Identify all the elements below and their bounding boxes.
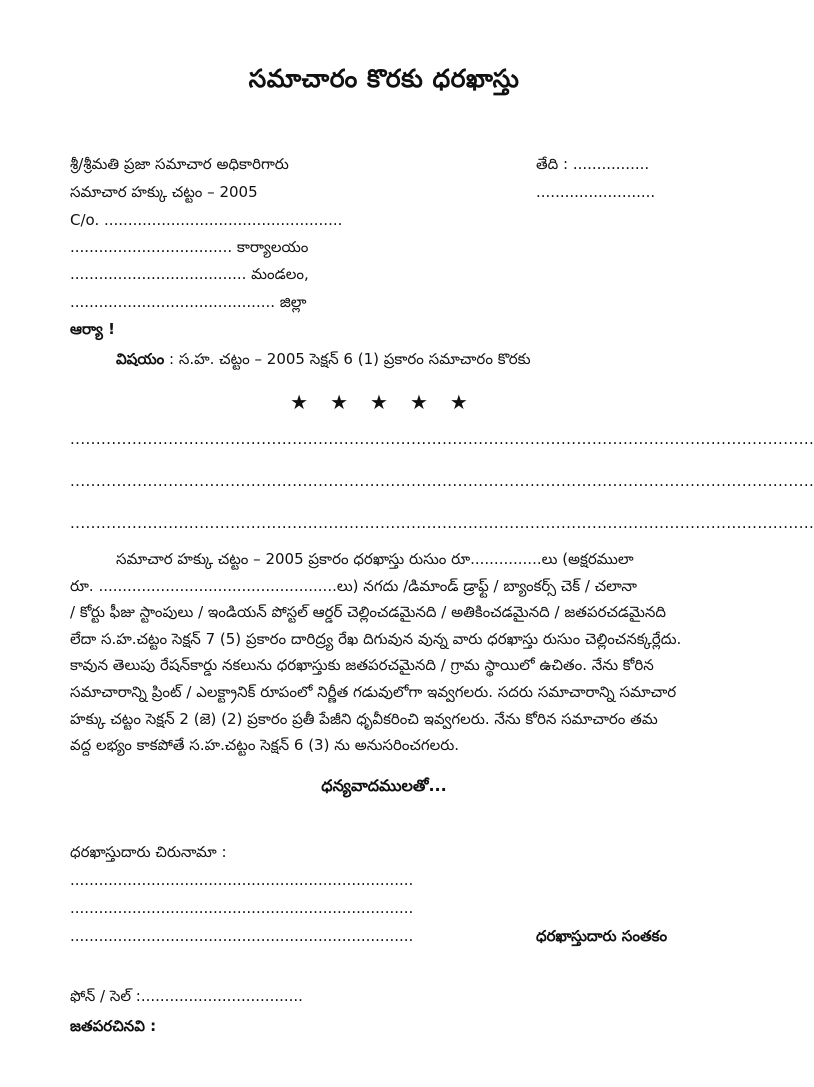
blank-line-1: ................................................................................................................................................ xyxy=(70,430,814,448)
phone-field: ఫోన్ / సెల్ :.................................. xyxy=(70,987,303,1005)
applicant-address-label: ధరఖాస్తుదారు చిరునామా : xyxy=(70,843,227,861)
page-title: సమాచారం కొరకు ధరఖాస్తు xyxy=(248,64,520,93)
mandal-line: ..................................... మండలం, xyxy=(70,265,309,283)
recipient-line-2: సమాచార హక్కు చట్టం – 2005 xyxy=(70,183,258,201)
body-line: సమాచార హక్కు చట్టం – 2005 ప్రకారం ధరఖాస్తు రుసుం రూ...............లు (అక్షరములా xyxy=(116,550,634,568)
blank-line-2: ................................................................................................................................................ xyxy=(70,472,814,490)
office-line: .................................. కార్యాలయం xyxy=(70,238,309,256)
salutation: ఆర్యా ! xyxy=(70,320,115,338)
body-line: వద్ద లభ్యం కాకపోతే స.హ.చట్టం సెక్షన్ 6 (3) ను అనుసరించగలరు. xyxy=(70,736,460,755)
blank-line-3: ................................................................................................................................................ xyxy=(70,514,814,532)
date-second-line: ......................... xyxy=(536,183,656,201)
recipient-line-1: శ్రీ/శ్రీమతి ప్రజా సమాచార అధికారిగారు xyxy=(70,155,289,173)
applicant-signature-label: ధరఖాస్తుదారు సంతకం xyxy=(536,927,668,945)
body-line: రూ. ..................................................లు) నగదు /డిమాండ్ డ్రాఫ్ట్ / బ్యాంకర్స్ చెక్ / చలానా xyxy=(70,576,637,595)
district-line: ........................................... జిల్లా xyxy=(70,293,307,311)
body-line: హక్కు చట్టం సెక్షన్ 2 (జె) (2) ప్రకారం ప్రతీ పేజీని ధృవీకరించి ఇవ్వగలరు. నేను కోరిన సమాచారం తమ xyxy=(70,709,658,728)
body-line: సమాచారాన్ని ప్రింట్ / ఎలక్ట్రానిక్ రూపంలో నిర్ణీత గడువులోగా ఇవ్వగలరు. సదరు సమాచారాన్ని సమాచార xyxy=(70,682,677,701)
body-paragraph xyxy=(70,546,700,759)
address-line-2: ........................................................................ xyxy=(70,899,414,917)
body-line: కావున తెలుపు రేషన్‌కార్డు నకలును ధరఖాస్తుకు జతపరచమైనది / గ్రామ స్థాయిలో ఉచితం. నేను కోరిన xyxy=(70,656,654,675)
address-line-3: ........................................................................ xyxy=(70,927,414,945)
enclosures-label: జతపరచినవి : xyxy=(70,1017,157,1035)
address-line-1: ........................................................................ xyxy=(70,871,414,889)
care-of-line: C/o. .................................................. xyxy=(70,211,343,229)
subject-label: విషయం xyxy=(116,350,165,368)
subject-line xyxy=(116,349,531,369)
body-line: లేదా స.హ.చట్టం సెక్షన్ 7 (5) ప్రకారం దారిద్ర్య రేఖ దిగువున వున్న వారు ధరఖాస్తు రుసుం చెల్లించనక్కర్లేదు. xyxy=(70,629,682,648)
star-divider: ★★★★★ xyxy=(290,390,490,414)
subject-text: : స.హ. చట్టం – 2005 సెక్షన్ 6 (1) ప్రకారం సమాచారం కొరకు xyxy=(164,350,531,368)
body-line: / కోర్టు ఫీజు స్టాంపులు / ఇండియన్ పోస్టల్ ఆర్డర్ చెల్లించడమైనది / అతికించడమైనది / జతపరచడమైనది xyxy=(70,603,667,622)
date-field: తేది : ................ xyxy=(536,155,650,173)
closing-thanks: ధన్యవాదములతో... xyxy=(321,776,447,795)
